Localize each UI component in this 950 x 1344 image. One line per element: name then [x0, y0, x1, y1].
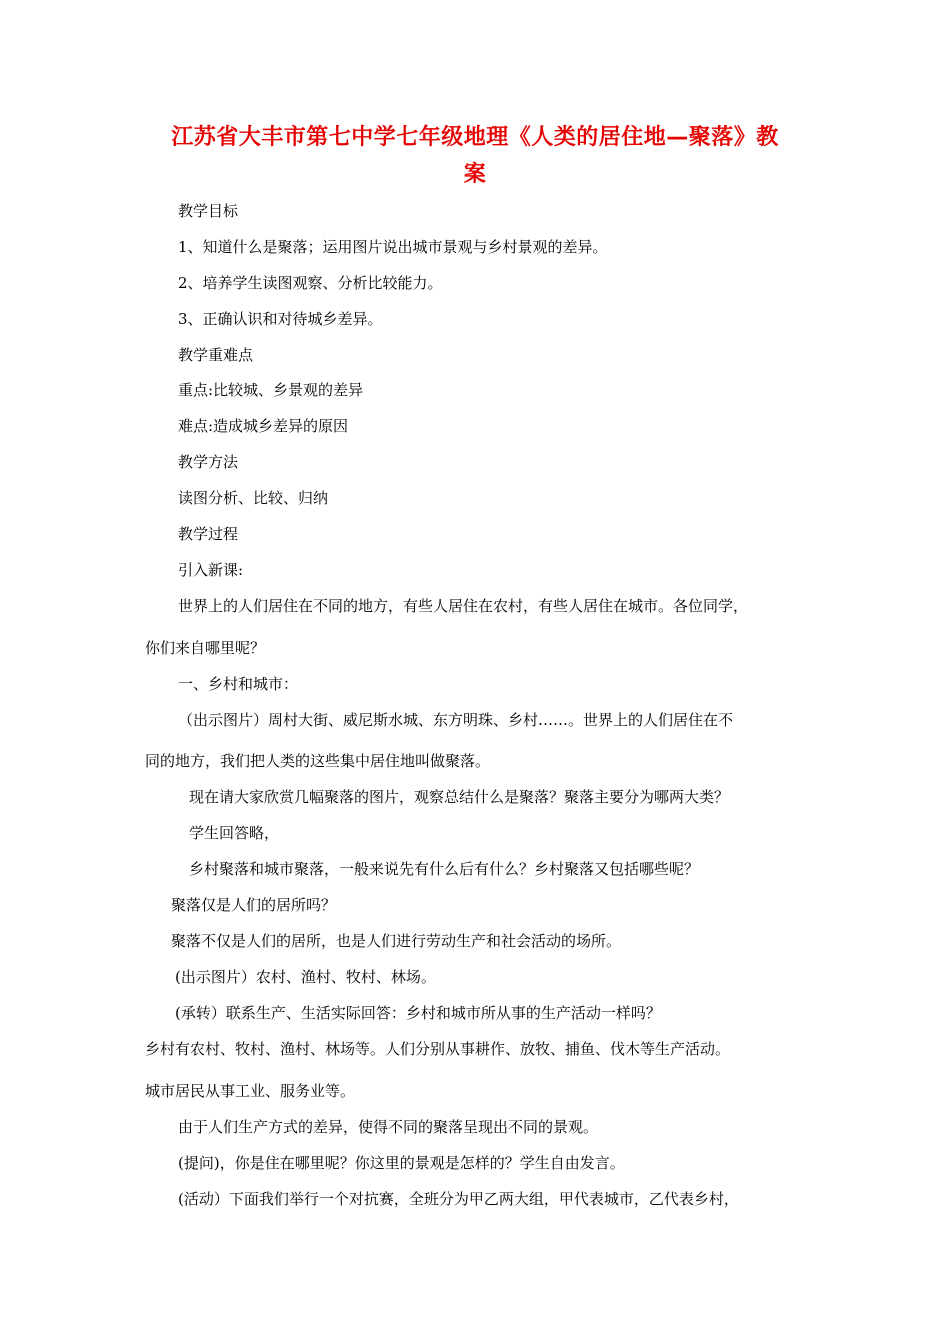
paragraph-settlement-question: 聚落仅是人们的居所吗？	[171, 896, 337, 914]
paragraph-urban-activities: 城市居民从事工业、服务业等。	[145, 1082, 356, 1100]
document-title-line-2: 案	[463, 162, 487, 187]
paragraph-activity-contest: (活动）下面我们举行一个对抗赛，全班分为甲乙两大组，甲代表城市，乙代表乡村，	[178, 1190, 739, 1208]
paragraph-rural-activities: 乡村有农村、牧村、渔村、林场等。人们分别从事耕作、放牧、捕鱼、伐木等生产活动。	[145, 1040, 731, 1058]
document-title-line-1: 江苏省大丰市第七中学七年级地理《人类的居住地—聚落》教	[171, 125, 779, 150]
paragraph-show-pictures-line-2: 同的地方，我们把人类的这些集中居住地叫做聚落。	[145, 752, 491, 770]
paragraph-heading-process: 教学过程	[178, 525, 239, 543]
paragraph-appreciate-pictures: 现在请大家欣赏几幅聚落的图片，观察总结什么是聚落？聚落主要分为哪两大类？	[189, 788, 730, 806]
paragraph-show-pictures-2: (出示图片）农村、渔村、牧村、林场。	[175, 968, 436, 986]
paragraph-heading-key-points: 教学重难点	[178, 346, 254, 364]
paragraph-intro-text-line-2: 你们来自哪里呢？	[145, 639, 266, 657]
paragraph-show-pictures-line-1: （出示图片）周村大街、威尼斯水城、东方明珠、乡村……。世界上的人们居住在不	[178, 711, 734, 729]
paragraph-methods: 读图分析、比较、归纳	[178, 489, 329, 507]
paragraph-settlement-answer: 聚落不仅是人们的居所，也是人们进行劳动生产和社会活动的场所。	[171, 932, 622, 950]
paragraph-student-answer: 学生回答略，	[189, 824, 280, 842]
paragraph-objective-2: 2、培养学生读图观察、分析比较能力。	[178, 274, 443, 292]
paragraph-intro-text-line-1: 世界上的人们居住在不同的地方，有些人居住在农村，有些人居住在城市。各位同学，	[178, 597, 749, 615]
paragraph-question-residence: (提问)，你是住在哪里呢？你这里的景观是怎样的？学生自由发言。	[178, 1154, 625, 1172]
paragraph-difficult-point: 难点:造成城乡差异的原因	[178, 417, 349, 435]
paragraph-key-point: 重点:比较城、乡景观的差异	[178, 381, 364, 399]
paragraph-introduction: 引入新课:	[178, 561, 244, 579]
paragraph-heading-objectives: 教学目标	[178, 202, 239, 220]
paragraph-objective-1: 1、知道什么是聚落；运用图片说出城市景观与乡村景观的差异。	[178, 238, 608, 256]
paragraph-transition: (承转）联系生产、生活实际回答：乡村和城市所从事的生产活动一样吗？	[175, 1004, 661, 1022]
paragraph-objective-3: 3、正确认识和对待城乡差异。	[178, 310, 383, 328]
paragraph-section-1-heading: 一、乡村和城市：	[178, 675, 299, 693]
paragraph-rural-urban-question: 乡村聚落和城市聚落，一般来说先有什么后有什么？乡村聚落又包括哪些呢？	[189, 860, 700, 878]
paragraph-heading-methods: 教学方法	[178, 453, 239, 471]
paragraph-landscape-difference: 由于人们生产方式的差异，使得不同的聚落呈现出不同的景观。	[178, 1118, 599, 1136]
